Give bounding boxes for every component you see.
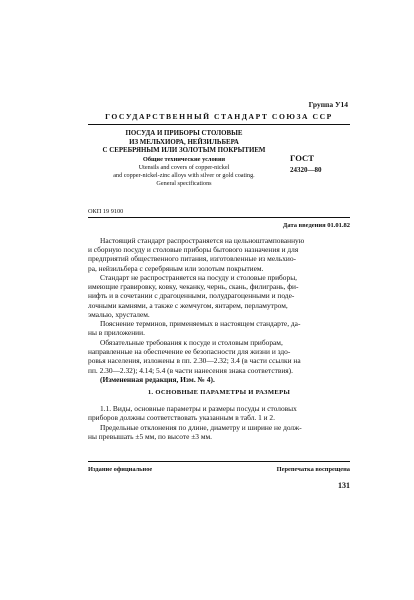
body-paragraph — [88, 338, 350, 384]
okp-rule — [88, 217, 350, 218]
text-line: эмалью, хрусталем. — [88, 309, 150, 319]
text-line: ны превышать ±5 мм, по высоте ±3 мм. — [88, 432, 213, 442]
gost-number: 24320—80 — [290, 166, 322, 174]
introduction-date: Дата введения 01.01.82 — [282, 222, 350, 229]
group-code: Группа У14 — [308, 100, 348, 109]
official-edition-label: Издание официальное — [88, 466, 153, 473]
text-line: Предельные отклонения по длине, диаметру и ширине не долж- — [100, 423, 302, 432]
text-line: предприятий общественного питания, изготовленные из мельхио- — [88, 254, 297, 264]
text-line: ны в приложении. — [88, 328, 145, 338]
amendment-note: (Измененная редакция, Изм. № 4). — [100, 374, 215, 384]
text-line: лочными камнями, а также с жемчугом, янтарем, перламутром, — [88, 300, 288, 310]
page-number: 131 — [338, 481, 350, 490]
text-line: пп. 2.30—2.32); 4.14; 5.4 (в части нанесения знака соответствия). — [88, 365, 293, 375]
footer-rule — [88, 461, 350, 462]
text-line: ра, нейзильбера с серебряным или золотым покрытием. — [88, 263, 264, 273]
text-line: направленные на обеспечение ее безопасности для жизни и здо- — [88, 347, 291, 357]
text-line: и сборную посуду и столовые приборы бытового назначения и для — [88, 245, 299, 255]
body-paragraph — [88, 273, 350, 319]
title-line: ПОСУДА И ПРИБОРЫ СТОЛОВЫЕ — [125, 130, 243, 137]
text-line: 1.1. Виды, основные параметры и размеры посуды и столовых — [100, 404, 297, 413]
title-line: С СЕРЕБРЯНЫМ ИЛИ ЗОЛОТЫМ ПОКРЫТИЕМ — [102, 147, 266, 155]
title-line: ИЗ МЕЛЬХИОРА, НЕЙЗИЛЬБЕРА — [129, 138, 239, 146]
subtitle-ru: Общие технические условия — [142, 155, 226, 163]
section-title: 1. ОСНОВНЫЕ ПАРАМЕТРЫ И РАЗМЕРЫ — [147, 389, 291, 396]
okp-code: ОКП 19 9100 — [88, 208, 124, 215]
text-line: имеющие гравировку, ковку, чеканку, чернь, скань, филигрань, фи- — [88, 282, 299, 292]
section-paragraph — [88, 404, 350, 422]
text-line: нифть и в сочетании с драгоценными, полудрагоценными и поде- — [88, 291, 295, 301]
title-block — [92, 130, 276, 187]
text-line: Настоящий стандарт распространяется на цельноштампованную — [100, 236, 305, 245]
text-line: Обязательные требования к посуде и столовым приборам, — [100, 338, 283, 347]
text-line: Пояснение терминов, применяемых в настоящем стандарте, да- — [100, 319, 301, 328]
body-paragraph — [88, 236, 350, 273]
reprint-notice: Перепечатка воспрещена — [276, 466, 350, 473]
title-en-line: Utensils and covers of copper-nickel — [138, 164, 230, 172]
body-paragraph — [88, 319, 350, 337]
text-line: Стандарт не распространяется на посуду и столовые приборы, — [100, 273, 298, 282]
section-paragraph — [88, 423, 350, 441]
title-en-line: and copper-nickel-zinc alloys with silver or gold coating. — [113, 171, 255, 179]
header-rule — [88, 124, 350, 125]
standard-header: ГОСУДАРСТВЕННЫЙ СТАНДАРТ СОЮЗА ССР — [105, 112, 333, 121]
gost-label: ГОСТ — [290, 153, 314, 163]
text-line: ровья населения, изложены в пп. 2.30—2.32; 3.4 (в части ссылки на — [88, 356, 301, 366]
text-line: приборов должны соответствовать указанным в табл. 1 и 2. — [88, 413, 275, 423]
title-en-line: General specifications — [156, 179, 212, 187]
